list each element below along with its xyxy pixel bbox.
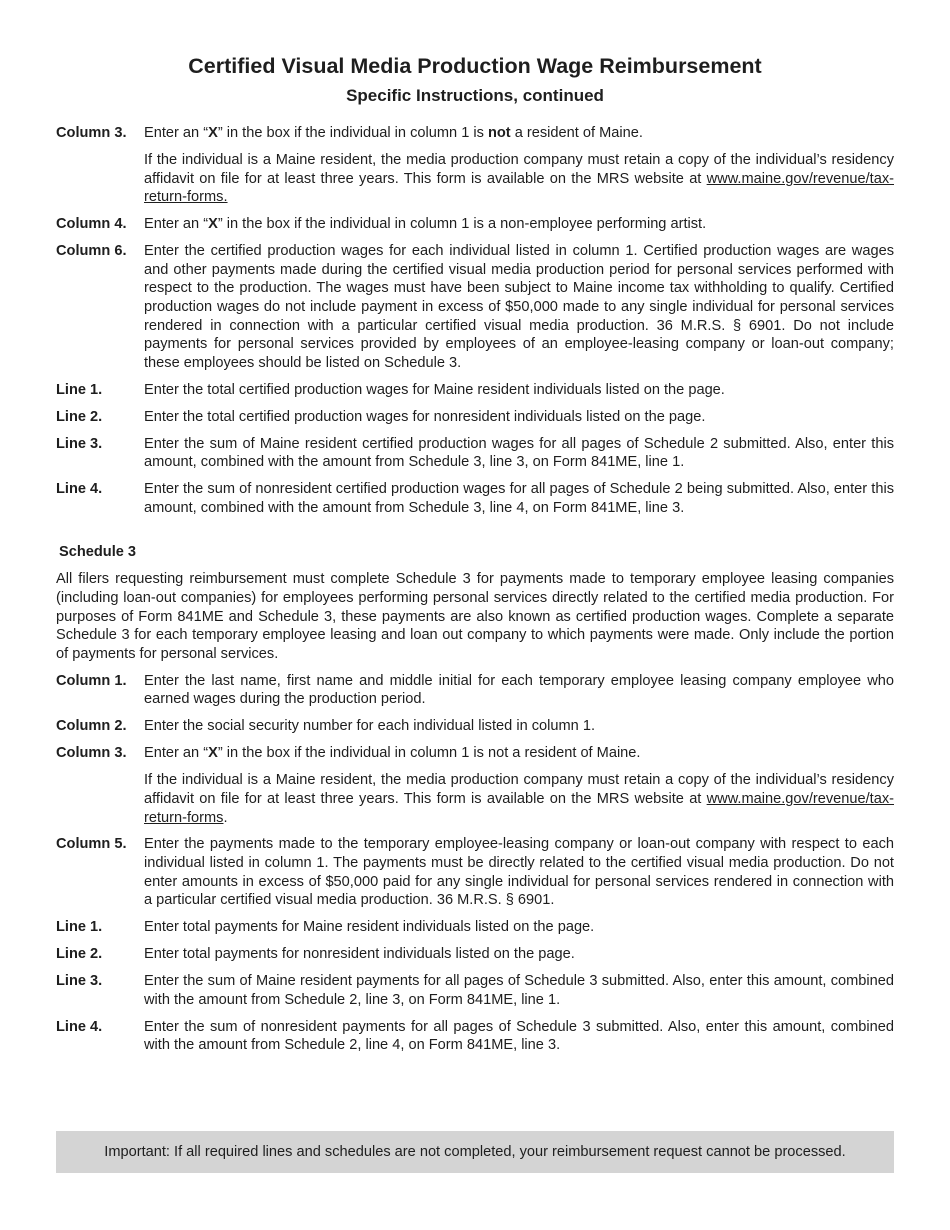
schedule3-heading: Schedule 3 <box>59 544 137 561</box>
entry-label: Line 1. <box>56 919 103 936</box>
entry-text: Enter the certified production wages for each individual listed in column 1. Certified production wages are wages and other payments made during the certified visual media production period for personal services performed with respect to the production. The wages must have been subject to Maine income tax withholding to qualify. Certified production wages do not include payment in excess of $50,000 made to any single individual for personal services rendered in connection with a particular certified visual media production. 36 M.R.S. § 6901. Do not include payments for personal services provided by employees of an employee-leasing company or loan-out company; these employees should be listed on Schedule 3. <box>144 243 894 371</box>
entry-text: Enter the total certified production wages for Maine resident individuals listed on the page. <box>144 381 725 398</box>
entry-label: Line 2. <box>56 408 103 425</box>
s3-line2 <box>56 945 894 964</box>
entry-text: Enter the total certified production wages for nonresident individuals listed on the page. <box>144 408 706 425</box>
s3-line1 <box>56 918 894 937</box>
s2-line1 <box>56 381 894 400</box>
important-notice-banner <box>56 1131 894 1173</box>
entry-label: Column 6. <box>56 243 127 260</box>
page-subtitle: Specific Instructions, continued <box>346 86 604 105</box>
entry-label: Line 2. <box>56 946 103 963</box>
entry-text: Enter an “X” in the box if the individual in column 1 is a non-employee performing artist. <box>144 216 707 233</box>
entry-label: Line 4. <box>56 481 103 498</box>
entry-label: Line 3. <box>56 973 103 990</box>
entry-text: Enter total payments for nonresident individuals listed on the page. <box>144 946 575 963</box>
s2-column6 <box>56 242 894 372</box>
entry-text: Enter the sum of Maine resident certified production wages for all pages of Schedule 2 submitted. Also, enter this amount, combined with the amount from Schedule 3, line 3, on Form 841ME, line 1. <box>144 435 894 471</box>
schedule3-intro: All filers requesting reimbursement must complete Schedule 3 for payments made to temporary employee leasing companies (including loan-out companies) for employees performing personal services directly related to the certified media production. For purposes of Form 841ME and Schedule 3, these payments are also known as certified production wages. Complete a separate Schedule 3 for each temporary employee leasing and loan out company to which payments were made. Only include the portion of payments for personal services. <box>56 571 894 662</box>
s3-column1 <box>56 672 894 709</box>
s3-column2 <box>56 717 894 736</box>
s2-column3-note: If the individual is a Maine resident, the media production company must retain a copy of the individual’s residency affidavit on file for at least three years. This form is available on the MRS website at www.maine.gov/revenue/tax-return-forms. <box>144 151 894 206</box>
entry-label: Line 1. <box>56 381 103 398</box>
entry-text: Enter the last name, first name and middle initial for each temporary employee leasing company employee who earned wages during the production period. <box>144 672 894 708</box>
s3-line3 <box>56 972 894 1009</box>
entry-label: Column 3. <box>56 125 127 141</box>
important-notice-text: Important: If all required lines and schedules are not completed, your reimbursement request cannot be processed. <box>104 1144 846 1160</box>
s2-column3 <box>56 124 894 143</box>
s3-column5 <box>56 835 894 909</box>
s3-column3-note: If the individual is a Maine resident, the media production company must retain a copy of the individual’s residency affidavit on file for at least three years. This form is available on the MRS website at www.maine.gov/revenue/tax-return-forms. <box>144 772 894 826</box>
s2-line4 <box>56 480 894 517</box>
entry-text: Enter the social security number for each individual listed in column 1. <box>144 718 596 735</box>
entry-label: Column 3. <box>56 745 127 762</box>
entry-label: Line 4. <box>56 1018 103 1035</box>
entry-label: Column 5. <box>56 836 127 853</box>
entry-text: Enter the payments made to the temporary employee-leasing company or loan-out company with respect to each individual listed in column 1. The payments must be directly related to the certified visual media production. Do not enter amounts in excess of $50,000 paid for any single individual for personal services rendered in connection with a particular certified visual media production. 36 M.R.S. § 6901. <box>144 836 894 909</box>
s3-line4 <box>56 1018 894 1055</box>
entry-label: Line 3. <box>56 435 103 452</box>
entry-text: Enter an “X” in the box if the individual in column 1 is not a resident of Maine. <box>144 745 641 762</box>
s3-column3 <box>56 744 894 763</box>
entry-text: Enter the sum of nonresident payments for all pages of Schedule 3 submitted. Also, enter this amount, combined with the amount from Schedule 2, line 4, on Form 841ME, line 3. <box>144 1018 894 1054</box>
entry-text: Enter the sum of nonresident certified production wages for all pages of Schedule 2 being submitted. Also, enter this amount, combined with the amount from Schedule 3, line 4, on Form 841ME, line 3. <box>144 481 894 516</box>
entry-label: Column 1. <box>56 672 127 689</box>
entry-text: Enter total payments for Maine resident individuals listed on the page. <box>144 919 595 936</box>
page-title: Certified Visual Media Production Wage Reimbursement <box>188 54 762 78</box>
s2-line2 <box>56 408 894 427</box>
entry-label: Column 2. <box>56 718 127 735</box>
schedule2-instructions <box>56 124 894 517</box>
s2-line3 <box>56 435 894 472</box>
schedule3-instructions <box>56 543 894 1055</box>
s2-column4 <box>56 215 894 234</box>
entry-text: Enter the sum of Maine resident payments for all pages of Schedule 3 submitted. Also, enter this amount, combined with the amount from Schedule 2, line 3, on Form 841ME, line 1. <box>144 973 894 1008</box>
mrs-website-link[interactable]: www.maine.gov/revenue/tax-return-forms <box>144 790 894 826</box>
document-page <box>56 0 894 1055</box>
entry-text: Enter an “X” in the box if the individual in column 1 is not a resident of Maine. <box>144 125 643 141</box>
mrs-website-link[interactable]: www.maine.gov/revenue/tax-return-forms. <box>144 170 894 206</box>
entry-label: Column 4. <box>56 216 127 233</box>
